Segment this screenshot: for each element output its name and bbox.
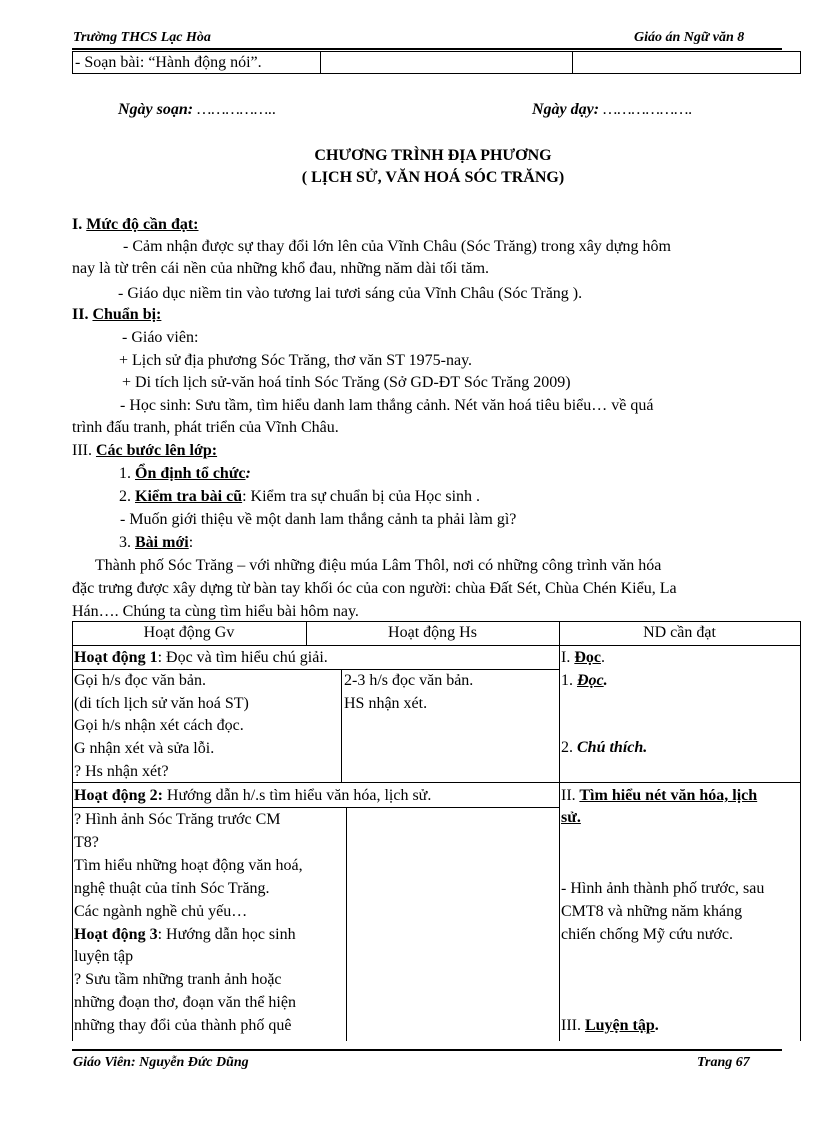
gv-line-3: Gọi h/s nhận xét cách đọc. (74, 717, 244, 734)
s3-para-1: Thành phố Sóc Trăng – với những điệu múa Lâm Thôl, nơi có những công trình văn hóa (95, 557, 662, 574)
s3-item-1-colon: : (245, 465, 251, 482)
header-rule (72, 48, 782, 50)
top-row-cell-1 (72, 51, 321, 74)
nd-doc (561, 671, 608, 691)
hoat-dong-1 (74, 648, 328, 668)
s3-item-1 (119, 464, 251, 484)
col-header-gv: Hoạt động Gv (143, 624, 235, 641)
hs-line-1: 2-3 h/s đọc văn bản. (344, 672, 474, 689)
section-2-heading (72, 305, 161, 325)
gv-line-1: Gọi h/s đọc văn bản. (74, 672, 206, 689)
gv-r4-line-1: ? Hình ảnh Sóc Trăng trước CM (74, 811, 281, 828)
nd-r4-line-2: CMT8 và những năm kháng (561, 903, 743, 920)
s2-line-3: + Di tích lịch sử-văn hoá tỉnh Sóc Trăng (Sở GD-ĐT Sóc Trăng 2009) (122, 374, 571, 391)
nd-doc-heading-text: Đọc (574, 649, 601, 666)
nd-doc-num: 1. (561, 672, 573, 689)
s1-line-2: nay là từ trên cái nền của những khổ đau, những năm dài tối tăm. (72, 260, 490, 277)
footer-rule (72, 1049, 782, 1051)
hoat-dong-3-label: Hoạt động 3 (74, 926, 158, 943)
s3-para-3: Hán…. Chúng ta cùng tìm hiểu bài hôm nay. (72, 603, 359, 620)
ngay-day-label: Ngày dạy: (532, 101, 600, 118)
hoat-dong-2-rest: Hướng dẫn h/.s tìm hiểu văn hóa, lịch sử. (162, 787, 432, 804)
ngay-soan-label: Ngày soạn: (118, 101, 194, 118)
nd-doc-heading-num: I. (561, 649, 571, 666)
hoat-dong-2 (74, 786, 431, 806)
gv-line-5: ? Hs nhận xét? (74, 763, 169, 780)
nd-doc-heading-dot: . (600, 649, 605, 666)
s2-line-4: - Học sinh: Sưu tầm, tìm hiểu danh lam thắng cảnh. Nét văn hoá tiêu biểu… về quá (120, 397, 654, 414)
nd-tim-hieu-line-1: Tìm hiểu nét văn hóa, lịch (579, 787, 758, 804)
footer-page: Trang 67 (697, 1055, 750, 1070)
s3-item-2 (119, 487, 480, 507)
hoat-dong-3-line-2: luyện tập (74, 948, 134, 965)
s3-item-3 (119, 533, 193, 553)
section-3-heading (72, 441, 217, 461)
hoat-dong-3-rest: : Hướng dẫn học sinh (157, 926, 296, 943)
ngay-soan (118, 100, 276, 120)
nd-chu-thich-text: Chú thích (577, 739, 644, 756)
s3-item-1-title: Ổn định tổ chức (135, 465, 246, 482)
nd-r4-line-1: - Hình ảnh thành phố trước, sau (561, 880, 765, 897)
nd-luyen-tap-dot: . (654, 1017, 659, 1034)
s1-line-3: - Giáo dục niềm tin vào tương lai tươi sáng của Vĩnh Châu (Sóc Trăng ). (118, 285, 583, 302)
top-row-cell-3 (572, 51, 801, 74)
s3-item-2-num: 2. (119, 488, 131, 505)
section-3-num: III. (72, 442, 92, 459)
s2-line-2: + Lịch sử địa phương Sóc Trăng, thơ văn ST 1975-nay. (119, 352, 473, 369)
s3-item-1-num: 1. (119, 465, 131, 482)
nd-chu-thich-dot: . (643, 739, 648, 756)
gv-r4-line-2: T8? (74, 834, 99, 851)
col-header-hs: Hoạt động Hs (388, 624, 477, 641)
hoat-dong-1-rest: : Đọc và tìm hiểu chú giải. (157, 649, 328, 666)
gv-line-4: G nhận xét và sửa lỗi. (74, 740, 215, 757)
hs-line-2: HS nhận xét. (344, 695, 428, 712)
nd-luyen-tap-text: Luyện tập (584, 1017, 655, 1034)
ngay-soan-dots: …………….. (197, 101, 277, 118)
section-2-title: Chuẩn bị: (92, 306, 162, 323)
s3-item-2-rest: : Kiểm tra sự chuẩn bị của Học sinh . (242, 488, 481, 505)
section-3-title: Các bước lên lớp: (95, 442, 218, 459)
section-1-title: Mức độ cần đạt: (86, 216, 199, 233)
section-1-heading (72, 215, 199, 235)
s3-item-3-title: Bài mới (135, 534, 189, 551)
gv-r4-line-3: Tìm hiểu những hoạt động văn hoá, (74, 857, 303, 874)
header-subject: Giáo án Ngữ văn 8 (634, 30, 745, 45)
top-row-text: - Soạn bài: “Hành động nói”. (75, 54, 262, 71)
col-header-nd: ND cần đạt (643, 624, 716, 641)
top-row-cell-2 (320, 51, 573, 74)
hoat-dong-2-label: Hoạt động 2: (74, 787, 163, 804)
gv-r4b-line-1: ? Sưu tầm những tranh ảnh hoặc (74, 971, 282, 988)
s3-item-3-num: 3. (119, 534, 131, 551)
title-line-1: CHƯƠNG TRÌNH ĐỊA PHƯƠNG (314, 147, 552, 164)
nd-luyen-tap-num: III. (561, 1017, 581, 1034)
nd-chu-thich-num: 2. (561, 739, 573, 756)
title-line-2: ( LỊCH SỬ, VĂN HOÁ SÓC TRĂNG) (301, 169, 565, 186)
nd-doc-text: Đọc (577, 672, 604, 689)
ngay-day-dots: ………………. (603, 101, 693, 118)
s3-para-2: đặc trưng được xây dựng từ bàn tay khối óc của con người: chùa Đất Sét, Chùa Chén Kiểu, La (72, 580, 677, 597)
gv-r4-line-4: nghệ thuật của tỉnh Sóc Trăng. (74, 880, 270, 897)
s3-item-3-colon: : (188, 534, 194, 551)
nd-tim-hieu (561, 786, 757, 806)
nd-doc-heading (561, 648, 605, 668)
nd-doc-dot: . (603, 672, 608, 689)
gv-r4-line-5: Các ngành nghề chủ yếu… (74, 903, 248, 920)
s2-line-1: - Giáo viên: (122, 329, 199, 346)
nd-r4-line-3: chiến chống Mỹ cứu nước. (561, 926, 733, 943)
nd-chu-thich (561, 738, 647, 758)
hoat-dong-3 (74, 925, 296, 945)
hoat-dong-1-label: Hoạt động 1 (74, 649, 158, 666)
ngay-day (532, 100, 692, 120)
footer-teacher: Giáo Viên: Nguyễn Đức Dũng (73, 1055, 249, 1070)
gv-line-2: (di tích lịch sử văn hoá ST) (74, 695, 249, 712)
gv-r4b-line-3: những thay đổi của thành phố quê (74, 1017, 292, 1034)
gv-r4b-line-2: những đoạn thơ, đoạn văn thể hiện (74, 994, 296, 1011)
section-1-num: I. (72, 216, 83, 233)
nd-tim-hieu-num: II. (561, 787, 576, 804)
nd-luyen-tap (561, 1016, 659, 1036)
section-2-num: II. (72, 306, 89, 323)
nd-tim-hieu-line-2: sử. (561, 809, 581, 826)
s2-line-5: trình đấu tranh, phát triển của Vĩnh Châu. (72, 419, 339, 436)
s1-line-1: - Cảm nhận được sự thay đổi lớn lên của Vĩnh Châu (Sóc Trăng) trong xây dựng hôm (123, 238, 671, 255)
s3-item-2-title: Kiểm tra bài cũ (135, 488, 243, 505)
s3-item-2-question: - Muốn giới thiệu về một danh lam thắng cảnh ta phải làm gì? (120, 511, 517, 528)
lesson-table (72, 621, 801, 1041)
header-school: Trường THCS Lạc Hòa (73, 30, 211, 45)
